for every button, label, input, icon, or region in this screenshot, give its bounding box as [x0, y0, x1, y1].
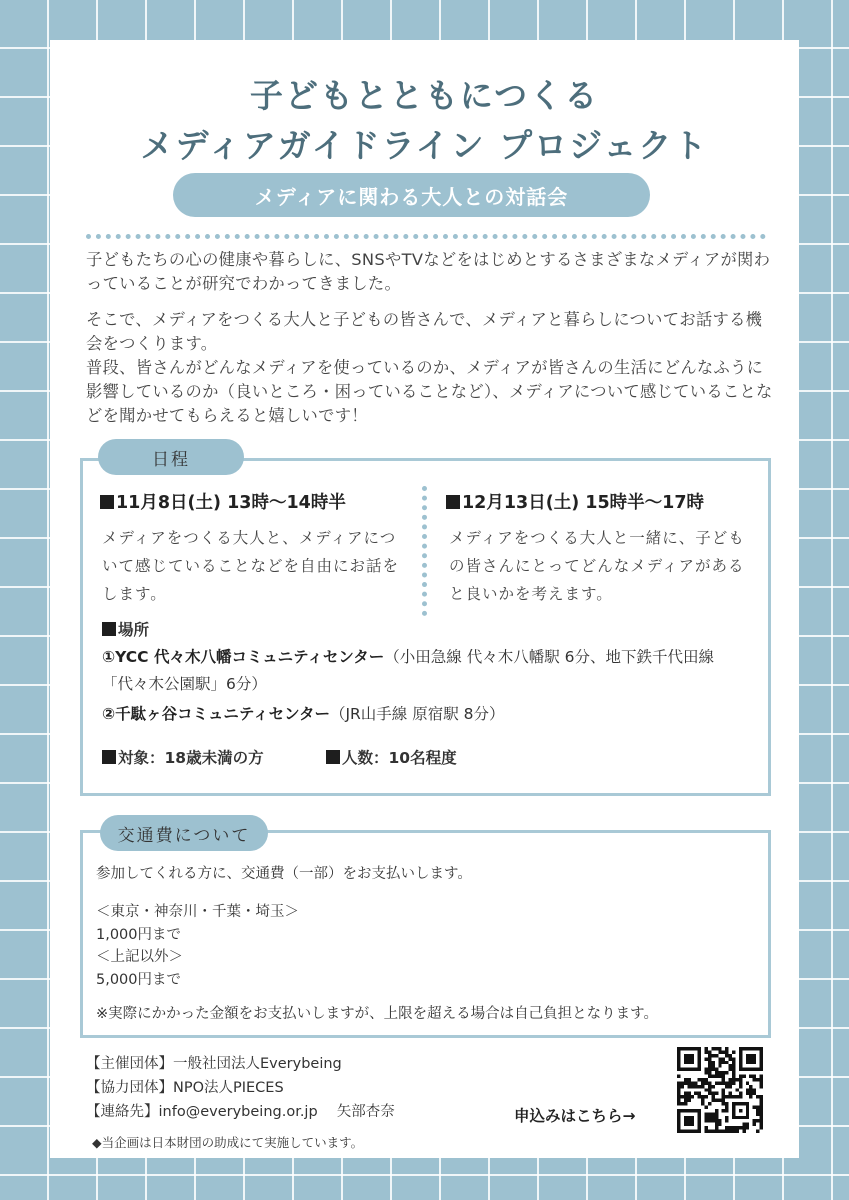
qr-module: [708, 1119, 711, 1122]
qr-module: [711, 1075, 714, 1078]
qr-module: [722, 1130, 725, 1133]
qr-module: [760, 1085, 763, 1088]
qr-module: [711, 1068, 714, 1071]
qr-module: [729, 1095, 732, 1098]
qr-module: [715, 1119, 718, 1122]
cost-amount-1: 1,000円まで: [96, 927, 182, 943]
qr-module: [756, 1105, 759, 1108]
qr-module: [760, 1109, 763, 1112]
qr-module: [694, 1092, 697, 1095]
qr-module: [708, 1102, 711, 1105]
qr-module: [746, 1088, 749, 1091]
qr-module: [708, 1068, 711, 1071]
qr-module: [725, 1054, 728, 1057]
qr-module: [711, 1116, 714, 1119]
qr-module: [718, 1119, 721, 1122]
qr-module: [725, 1130, 728, 1133]
qr-module: [677, 1102, 680, 1105]
qr-module: [718, 1099, 721, 1102]
qr-module: [701, 1099, 704, 1102]
title-line-1: 子どもとともにつくる: [249, 76, 600, 115]
qr-module: [722, 1088, 725, 1091]
qr-module: [739, 1081, 742, 1084]
qr-module: [739, 1095, 742, 1098]
qr-module: [749, 1088, 752, 1091]
qr-module: [708, 1075, 711, 1078]
qr-module: [722, 1081, 725, 1084]
qr-module: [691, 1095, 694, 1098]
qr-module: [753, 1075, 756, 1078]
qr-module: [691, 1085, 694, 1088]
qr-module: [705, 1071, 708, 1074]
qr-module: [739, 1075, 742, 1078]
qr-module: [760, 1075, 763, 1078]
cost-area-1: ＜東京・神奈川・千葉・埼玉＞: [96, 904, 299, 920]
cost-amount-2: 5,000円まで: [96, 972, 182, 988]
qr-module: [739, 1085, 742, 1088]
qr-module: [735, 1088, 738, 1091]
qr-module: [760, 1116, 763, 1119]
qr-module: [680, 1085, 683, 1088]
qr-module: [749, 1075, 752, 1078]
place-heading: [102, 618, 149, 640]
qr-module: [687, 1085, 690, 1088]
qr-module: [732, 1050, 735, 1053]
qr-module: [725, 1116, 728, 1119]
qr-module: [760, 1123, 763, 1126]
qr-module: [729, 1068, 732, 1071]
place-1: [102, 644, 752, 698]
qr-module: [746, 1126, 749, 1129]
qr-module: [680, 1102, 683, 1105]
qr-module: [753, 1088, 756, 1091]
qr-module: [677, 1085, 680, 1088]
qr-module: [725, 1061, 728, 1064]
qr-module: [732, 1078, 735, 1081]
qr-module: [705, 1126, 708, 1129]
square-bullet-icon: [102, 622, 116, 636]
qr-module: [705, 1119, 708, 1122]
qr-module: [722, 1109, 725, 1112]
qr-module: [698, 1092, 701, 1095]
title-line-2: メディアガイドライン プロジェクト: [140, 126, 709, 165]
qr-module: [711, 1130, 714, 1133]
qr-module: [742, 1126, 745, 1129]
qr-module: [684, 1081, 687, 1084]
qr-module: [705, 1105, 708, 1108]
qr-module: [746, 1092, 749, 1095]
qr-module: [715, 1075, 718, 1078]
qr-module: [715, 1068, 718, 1071]
qr-module: [725, 1126, 728, 1129]
place-1-access: （小田急線 代々木八幡駅 6分、地下鉄千代田線「代々木公園駅」6分）: [102, 648, 714, 693]
qr-module: [711, 1054, 714, 1057]
session-2-date: [446, 489, 704, 514]
grant-note: ◆当企画は日本財団の助成にて実施しています。: [92, 1135, 364, 1150]
qr-module: [718, 1057, 721, 1060]
qr-module: [729, 1126, 732, 1129]
qr-module: [725, 1050, 728, 1053]
capacity-text: 人数：10名程度: [342, 749, 457, 767]
qr-module: [705, 1057, 708, 1060]
qr-module: [732, 1095, 735, 1098]
qr-module: [677, 1095, 680, 1098]
qr-module: [756, 1112, 759, 1115]
qr-module: [694, 1085, 697, 1088]
qr-module: [756, 1078, 759, 1081]
qr-module: [705, 1068, 708, 1071]
qr-module: [742, 1123, 745, 1126]
qr-module: [722, 1099, 725, 1102]
qr-module: [691, 1081, 694, 1084]
qr-module: [711, 1061, 714, 1064]
qr-module: [684, 1095, 687, 1098]
qr-module: [711, 1099, 714, 1102]
qr-module: [732, 1057, 735, 1060]
qr-module: [718, 1071, 721, 1074]
qr-module: [698, 1085, 701, 1088]
qr-module: [735, 1095, 738, 1098]
qr-module: [684, 1092, 687, 1095]
session-1-date-text: 11月8日(土) 13時～14時半: [116, 493, 346, 513]
qr-module: [677, 1092, 680, 1095]
qr-module: [715, 1092, 718, 1095]
qr-module: [729, 1054, 732, 1057]
qr-module: [687, 1095, 690, 1098]
qr-module: [708, 1112, 711, 1115]
qr-module: [718, 1047, 721, 1050]
square-bullet-icon: [102, 750, 116, 764]
qr-module: [722, 1061, 725, 1064]
qr-module: [729, 1081, 732, 1084]
qr-module: [760, 1119, 763, 1122]
qr-module: [753, 1123, 756, 1126]
intro-paragraph-3-text: 普段、皆さんがどんなメディアを使っているのか、メディアが皆さんの生活にどんなふうに影響しているのか（良いところ・困っていることなど）、メディアについて感じていることなどを聞かせてもらえると嬉しいです！: [86, 358, 773, 425]
qr-module: [705, 1078, 708, 1081]
qr-module: [722, 1050, 725, 1053]
qr-module: [760, 1078, 763, 1081]
place-heading-text: 場所: [118, 621, 150, 639]
qr-module: [715, 1126, 718, 1129]
cost-note: ※実際にかかった金額をお支払いしますが、上限を超える場合は自己負担となります。: [96, 1006, 658, 1022]
qr-module: [722, 1095, 725, 1098]
flyer-card: [50, 40, 799, 1158]
qr-module: [725, 1085, 728, 1088]
qr-module: [756, 1130, 759, 1133]
cost-area-2: ＜上記以外＞: [96, 949, 183, 965]
qr-module: [753, 1092, 756, 1095]
qr-module: [732, 1075, 735, 1078]
qr-module: [715, 1047, 718, 1050]
qr-module: [718, 1130, 721, 1133]
place-1-name: ①YCC 代々木八幡コミュニティセンター: [102, 648, 385, 666]
qr-module: [753, 1119, 756, 1122]
qr-module: [708, 1071, 711, 1074]
qr-module: [694, 1081, 697, 1084]
qr-module: [725, 1095, 728, 1098]
qr-module: [725, 1081, 728, 1084]
qr-module: [715, 1112, 718, 1115]
qr-module: [725, 1047, 728, 1050]
qr-module: [715, 1099, 718, 1102]
qr-module: [732, 1064, 735, 1067]
qr-module: [732, 1126, 735, 1129]
qr-module: [708, 1085, 711, 1088]
qr-module: [715, 1071, 718, 1074]
qr-module: [746, 1081, 749, 1084]
qr-module: [760, 1105, 763, 1108]
qr-module: [684, 1099, 687, 1102]
qr-module: [722, 1057, 725, 1060]
vertical-dotted-divider: [422, 486, 427, 616]
qr-module: [711, 1064, 714, 1067]
intro-paragraph-2: [86, 308, 776, 428]
qr-module: [718, 1075, 721, 1078]
qr-module: [701, 1078, 704, 1081]
qr-module: [708, 1116, 711, 1119]
qr-module: [760, 1102, 763, 1105]
qr-module: [725, 1071, 728, 1074]
qr-module: [684, 1102, 687, 1105]
qr-module: [760, 1081, 763, 1084]
qr-module: [708, 1088, 711, 1091]
qr-module: [753, 1078, 756, 1081]
qr-module: [705, 1050, 708, 1053]
qr-module: [725, 1105, 728, 1108]
capacity: [326, 746, 457, 768]
qr-code-icon[interactable]: [677, 1047, 763, 1133]
qr-module: [715, 1130, 718, 1133]
square-bullet-icon: [446, 495, 460, 509]
qr-module: [705, 1088, 708, 1091]
qr-module: [680, 1095, 683, 1098]
qr-module: [729, 1057, 732, 1060]
qr-module: [732, 1130, 735, 1133]
qr-module: [705, 1112, 708, 1115]
qr-module: [708, 1057, 711, 1060]
intro-paragraph-2-text: そこで、メディアをつくる大人と子どもの皆さんで、メディアと暮らしについてお話する機会をつくります。: [86, 310, 763, 353]
place-2-access: （JR山手線 原宿駅 8分）: [329, 705, 505, 723]
qr-module: [711, 1095, 714, 1098]
qr-module: [760, 1095, 763, 1098]
qr-module: [708, 1064, 711, 1067]
qr-module: [729, 1085, 732, 1088]
qr-module: [729, 1130, 732, 1133]
qr-module: [725, 1102, 728, 1105]
qr-module: [746, 1123, 749, 1126]
qr-module: [705, 1116, 708, 1119]
qr-module: [677, 1075, 680, 1078]
qr-module: [722, 1092, 725, 1095]
qr-module: [701, 1102, 704, 1105]
qr-module: [749, 1095, 752, 1098]
qr-module: [701, 1081, 704, 1084]
qr-module: [718, 1123, 721, 1126]
qr-module: [715, 1109, 718, 1112]
qr-module: [735, 1130, 738, 1133]
qr-module: [708, 1092, 711, 1095]
qr-module: [739, 1092, 742, 1095]
qr-module: [718, 1081, 721, 1084]
qr-module: [756, 1095, 759, 1098]
qr-module: [715, 1054, 718, 1057]
square-bullet-icon: [326, 750, 340, 764]
qr-module: [718, 1050, 721, 1053]
qr-module: [722, 1078, 725, 1081]
qr-module: [698, 1078, 701, 1081]
qr-module: [756, 1109, 759, 1112]
qr-module: [680, 1081, 683, 1084]
qr-module: [756, 1119, 759, 1122]
place-2: [102, 702, 505, 724]
qr-module: [677, 1088, 680, 1091]
qr-module: [698, 1095, 701, 1098]
qr-module: [687, 1092, 690, 1095]
qr-module: [732, 1068, 735, 1071]
qr-module: [687, 1081, 690, 1084]
qr-module: [715, 1123, 718, 1126]
qr-module: [677, 1099, 680, 1102]
qr-module: [705, 1081, 708, 1084]
qr-module: [732, 1081, 735, 1084]
subtitle-pill: メディアに関わる大人との対話会: [173, 173, 650, 217]
square-bullet-icon: [100, 495, 114, 509]
session-1-date: [100, 489, 346, 514]
qr-module: [705, 1047, 708, 1050]
qr-module: [739, 1126, 742, 1129]
dotted-divider: [86, 234, 766, 239]
qr-module: [760, 1126, 763, 1129]
organizer: 【主催団体】一般社団法人Everybeing: [86, 1056, 342, 1072]
qr-module: [715, 1081, 718, 1084]
place-2-name: ②千駄ヶ谷コミュニティセンター: [102, 705, 330, 723]
qr-module: [739, 1078, 742, 1081]
qr-module: [715, 1116, 718, 1119]
qr-module: [722, 1075, 725, 1078]
qr-module: [701, 1085, 704, 1088]
qr-module: [729, 1092, 732, 1095]
qr-module: [722, 1102, 725, 1105]
qr-module: [749, 1085, 752, 1088]
qr-module: [735, 1078, 738, 1081]
qr-module: [684, 1078, 687, 1081]
qr-module: [711, 1085, 714, 1088]
target-audience: [102, 746, 264, 768]
qr-module: [677, 1081, 680, 1084]
qr-module: [742, 1075, 745, 1078]
qr-module: [711, 1092, 714, 1095]
qr-module: [705, 1095, 708, 1098]
qr-module: [760, 1099, 763, 1102]
target-audience-text: 対象：18歳未満の方: [118, 749, 264, 767]
qr-module: [760, 1112, 763, 1115]
qr-module: [708, 1061, 711, 1064]
qr-module: [725, 1119, 728, 1122]
session-2-date-text: 12月13日(土) 15時半～17時: [462, 493, 705, 513]
qr-module: [711, 1112, 714, 1115]
cost-line: 参加してくれる方に、交通費（一部）をお支払いします。: [96, 866, 472, 882]
qr-module: [687, 1078, 690, 1081]
intro-paragraph-1: 子どもたちの心の健康や暮らしに、SNSやTVなどをはじめとするさまざまなメディアが関わっていることが研究でわかってきました。: [86, 250, 771, 293]
qr-module: [711, 1047, 714, 1050]
qr-module: [708, 1050, 711, 1053]
qr-module: [735, 1126, 738, 1129]
qr-module: [725, 1109, 728, 1112]
qr-module: [732, 1061, 735, 1064]
qr-module: [711, 1119, 714, 1122]
qr-module: [729, 1064, 732, 1067]
partner: 【協力団体】NPO法人PIECES: [86, 1080, 284, 1096]
qr-module: [718, 1061, 721, 1064]
qr-module: [708, 1081, 711, 1084]
qr-module: [729, 1078, 732, 1081]
qr-module: [708, 1054, 711, 1057]
contact: 【連絡先】info@everybeing.or.jp 矢部杏奈: [86, 1104, 395, 1120]
qr-module: [749, 1092, 752, 1095]
session-1-description: メディアをつくる大人と、メディアについて感じていることなどを自由にお話をします。: [102, 529, 400, 603]
qr-module: [687, 1099, 690, 1102]
session-2-description: メディアをつくる大人と一緒に、子どもの皆さんにとってどんなメディアがあると良いかを考えます。: [449, 529, 745, 603]
transport-cost-tab: 交通費について: [100, 815, 268, 851]
apply-label: 申込みはこちら→: [514, 1107, 636, 1125]
qr-module: [708, 1130, 711, 1133]
qr-module: [722, 1071, 725, 1074]
qr-module: [753, 1105, 756, 1108]
qr-module: [705, 1130, 708, 1133]
qr-module: [732, 1071, 735, 1074]
schedule-tab: 日程: [98, 439, 244, 475]
qr-module: [718, 1064, 721, 1067]
qr-module: [701, 1095, 704, 1098]
qr-module: [742, 1130, 745, 1133]
